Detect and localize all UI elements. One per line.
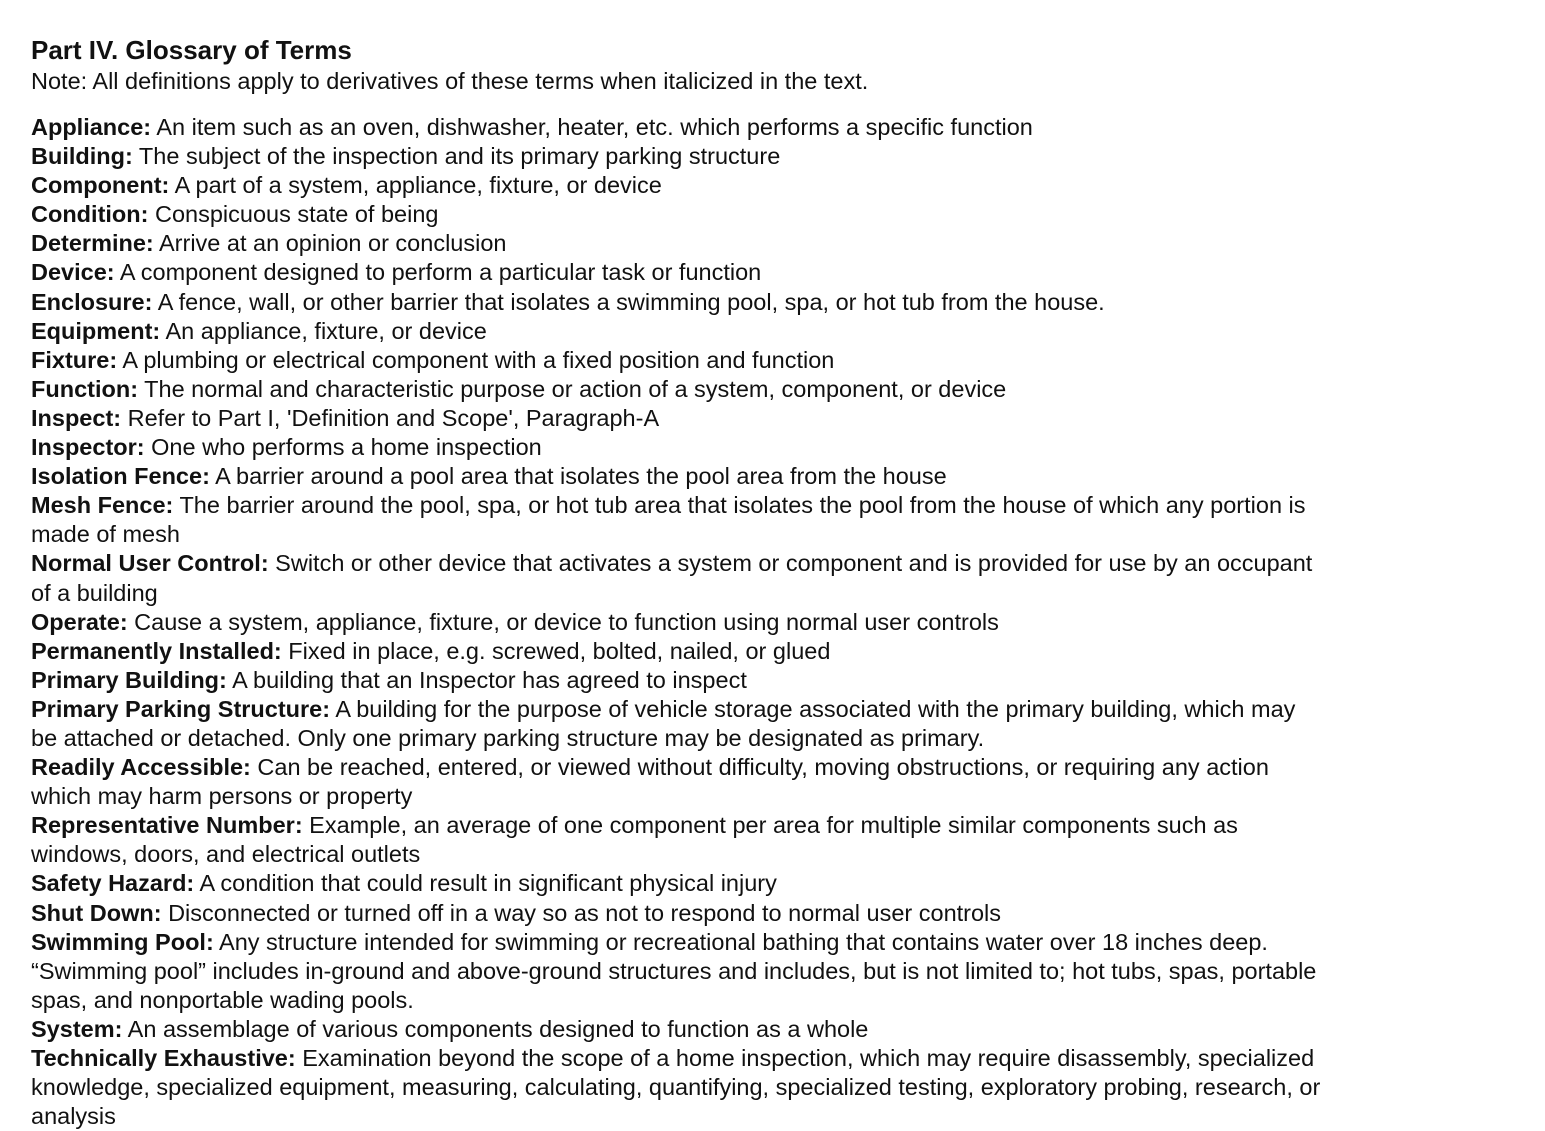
glossary-entry [31,491,1321,549]
glossary-term: Inspector: [31,434,145,461]
glossary-term: Safety Hazard: [31,870,195,897]
glossary-entry [31,869,1321,898]
page-title: Part IV. Glossary of Terms [31,35,352,65]
glossary-definition: A barrier around a pool area that isolates the pool area from the house [215,463,947,490]
glossary-note: Note: All definitions apply to derivatives of these terms when italicized in the text. [31,68,869,94]
glossary-term: Swimming Pool: [31,928,214,955]
glossary-definition: Any structure intended for swimming or recreational bathing that contains water over 18 inches deep. “Swimming pool” includes in-ground and above-ground structures and includes, but is not limited to; hot tubs, spas, portable spas, and nonportable wading pools. [31,928,1317,1013]
glossary-definition: A component designed to perform a particular task or function [119,259,762,286]
glossary-definition: A building that an Inspector has agreed to inspect [232,666,747,693]
glossary-term: Technically Exhaustive: [31,1045,296,1071]
glossary-definition: An assemblage of various components designed to function as a whole [127,1015,869,1042]
glossary-entry [31,1015,1321,1044]
glossary-entry [31,229,1321,258]
glossary-term: Building: [31,143,133,170]
glossary-term: Inspect: [31,404,122,431]
glossary-definition: Examination beyond the scope of a home inspection, which may require disassembly, specialized knowledge, specialized equipment, measuring, calculating, quantifying, specialized testing, exploratory probing, research, or analysis [31,1045,1321,1130]
glossary-entry [31,375,1321,404]
document-page [31,34,1321,1131]
glossary-term: Enclosure: [31,288,153,315]
glossary-term: Isolation Fence: [31,463,210,490]
glossary-definition: A part of a system, appliance, fixture, or device [174,172,662,199]
glossary-definition: Cause a system, appliance, fixture, or device to function using normal user controls [134,608,999,635]
glossary-entry [31,433,1321,462]
glossary-entry [31,142,1321,171]
glossary-definition: Example, an average of one component per area for multiple similar components such as windows, doors, and electrical outlets [31,812,1238,868]
glossary-definition: A plumbing or electrical component with a fixed position and function [122,346,835,373]
glossary-entry [31,928,1321,1015]
glossary-definition: A condition that could result in significant physical injury [199,870,777,897]
glossary-definition: The barrier around the pool, spa, or hot tub area that isolates the pool from the house of which any portion is made of mesh [31,492,1306,548]
glossary-entry [31,637,1321,666]
glossary-term: Primary Parking Structure: [31,695,331,722]
glossary-definition: Conspicuous state of being [155,201,439,228]
glossary-definition: The normal and characteristic purpose or action of a system, component, or device [144,375,1007,402]
glossary-entry [31,288,1321,317]
glossary-entry [31,404,1321,433]
glossary-definition: Arrive at an opinion or conclusion [159,230,507,257]
glossary-definition: Refer to Part I, 'Definition and Scope', Paragraph-A [127,404,660,431]
glossary-definition: One who performs a home inspection [151,434,542,461]
glossary-definition: Fixed in place, e.g. screwed, bolted, nailed, or glued [288,637,831,664]
glossary-entry [31,666,1321,695]
glossary-term: Normal User Control: [31,550,269,577]
glossary-term: System: [31,1015,123,1042]
glossary-entry [31,899,1321,928]
glossary-entry [31,695,1321,753]
glossary-term: Equipment: [31,317,161,344]
glossary-entry [31,171,1321,200]
glossary-entry [31,811,1321,869]
glossary-term: Appliance: [31,114,152,140]
glossary-entry [31,753,1321,811]
glossary-entry [31,346,1321,375]
glossary-entry [31,1044,1321,1131]
glossary-entry [31,200,1321,229]
glossary-term: Representative Number: [31,812,303,839]
glossary-entry [31,258,1321,287]
glossary-definition: An appliance, fixture, or device [165,317,487,344]
glossary-definition: A fence, wall, or other barrier that isolates a swimming pool, spa, or hot tub from the house. [157,288,1105,315]
glossary-definition: Can be reached, entered, or viewed without difficulty, moving obstructions, or requiring any action which may harm persons or property [31,754,1269,810]
glossary-entry [31,549,1321,607]
glossary-term: Fixture: [31,346,118,373]
glossary-term: Condition: [31,201,149,228]
glossary-term: Determine: [31,230,154,257]
glossary-entry [31,608,1321,637]
glossary-definition: Switch or other device that activates a system or component and is provided for use by an occupant of a building [31,550,1313,606]
glossary-term: Operate: [31,608,128,635]
glossary-entry [31,113,1321,142]
glossary-term: Device: [31,259,115,286]
glossary-definition: A building for the purpose of vehicle storage associated with the primary building, which may be attached or detached. Only one primary parking structure may be designated as primary. [31,695,1296,751]
glossary-entry [31,317,1321,346]
glossary-definition: The subject of the inspection and its primary parking structure [138,143,781,170]
glossary-term: Component: [31,172,170,199]
glossary-definition: An item such as an oven, dishwasher, heater, etc. which performs a specific function [156,114,1033,140]
glossary-term: Function: [31,375,139,402]
glossary-term: Readily Accessible: [31,754,251,781]
glossary-term: Permanently Installed: [31,637,282,664]
glossary-term: Primary Building: [31,666,227,693]
glossary-entry [31,462,1321,491]
glossary-list [31,113,1321,1131]
glossary-definition: Disconnected or turned off in a way so as not to respond to normal user controls [168,899,1002,926]
glossary-term: Mesh Fence: [31,492,174,519]
glossary-term: Shut Down: [31,899,162,926]
